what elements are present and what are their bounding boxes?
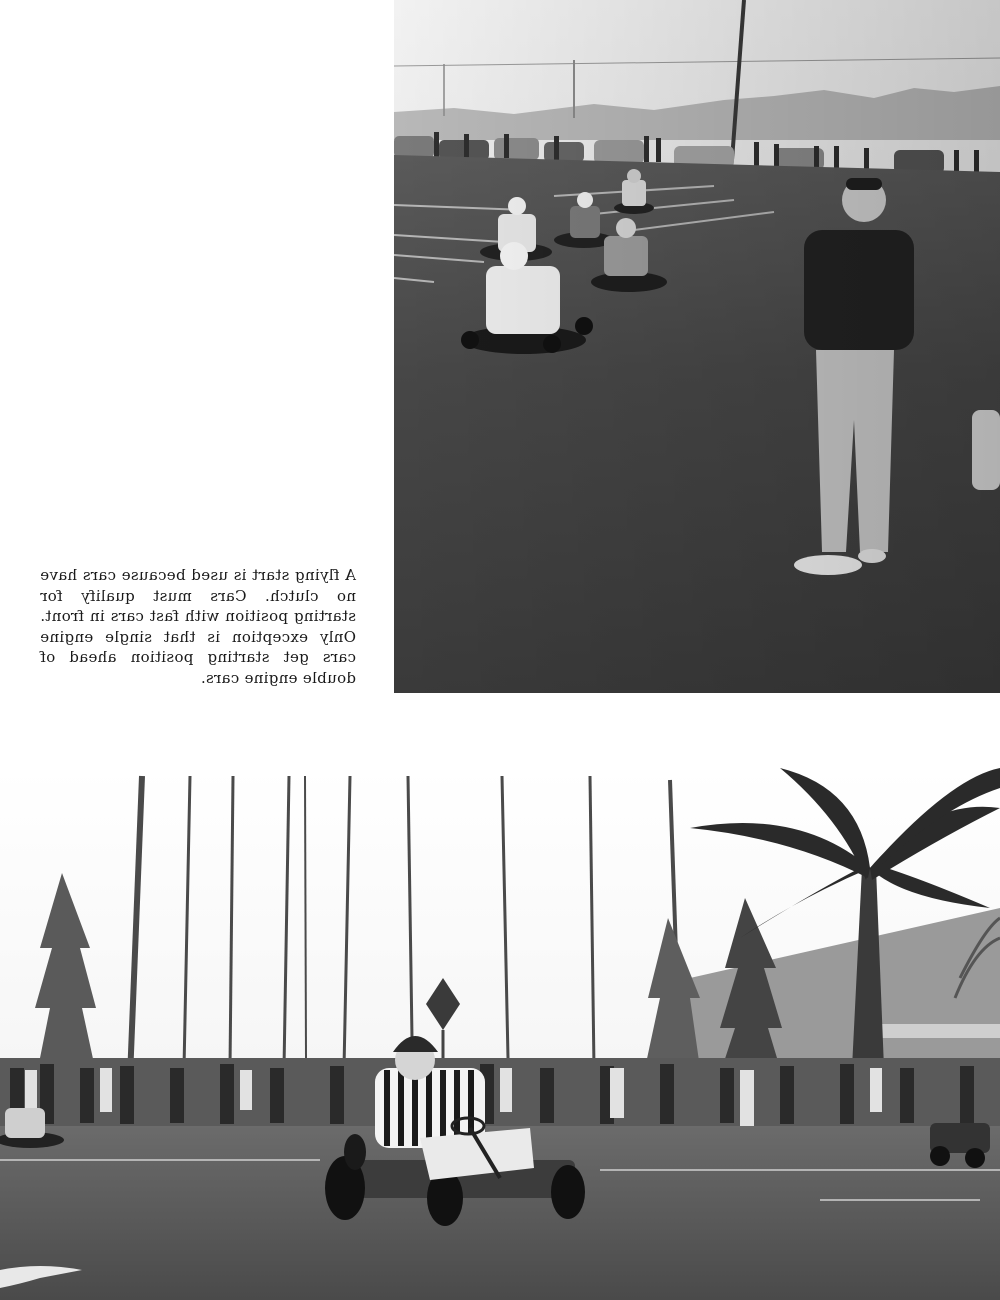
top-photo [394, 0, 1000, 693]
bottom-photo [0, 768, 1000, 1300]
bottom-photo-image [0, 768, 1000, 1300]
top-photo-image [394, 0, 1000, 693]
photo-caption [40, 565, 356, 688]
caption-text: A flying start is used because cars have no clutch. Cars must qualify for starting position with fast cars in front. Only exception is that single engine cars get starting position ahead of double engine cars. [40, 566, 356, 687]
